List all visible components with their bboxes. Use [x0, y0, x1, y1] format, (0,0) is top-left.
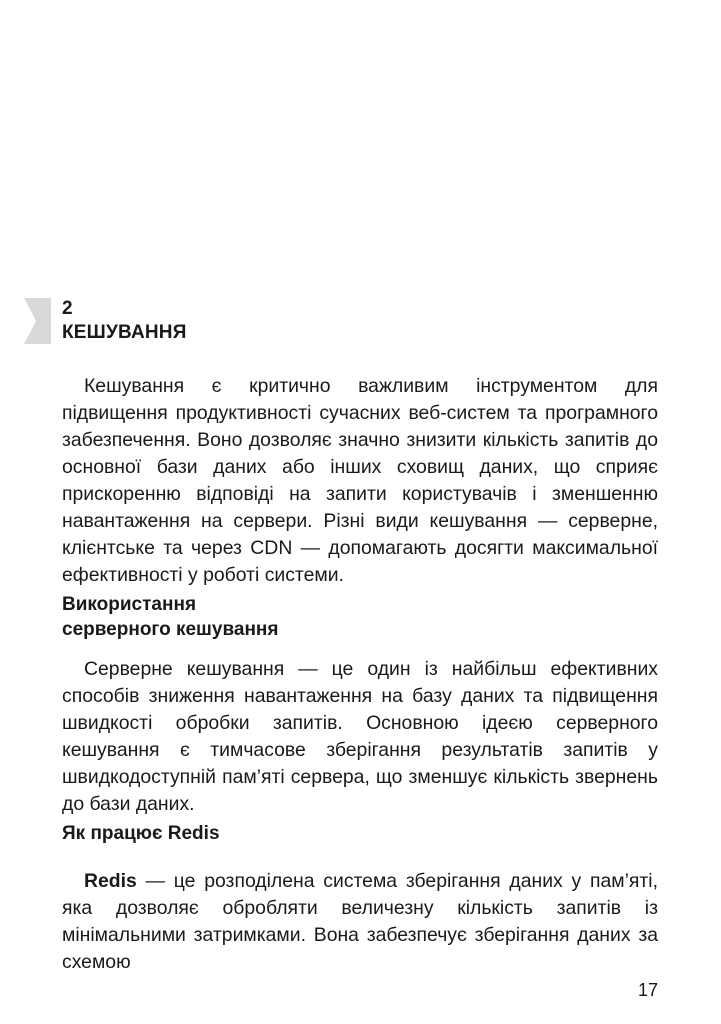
- redis-paragraph: [62, 868, 658, 976]
- redis-description: — це розподілена система зберігання даних у пам’яті, яка дозволяє обробляти величезну кількість запитів із мінімальними затримками. Вона забезпечує зберігання даних за схемою: [62, 870, 658, 973]
- server-caching-paragraph: Серверне кешування — це один із найбільш ефективних способів зниження навантаження на базу даних та підвищення швидкості обробки запитів. Основною ідеєю серверного кешування є тимчасове зберігання результатів запитів у швидкодоступній пам’яті сервера, що зменшує кількість звернень до бази даних.: [62, 658, 658, 815]
- chapter-number: 2: [62, 298, 73, 319]
- section-heading-line: Використання: [62, 594, 197, 615]
- chapter-title: КЕШУВАННЯ: [62, 322, 187, 343]
- page-number: 17: [637, 980, 658, 1000]
- section-heading-server-caching: [62, 592, 279, 642]
- section-heading-line: серверного кешування: [62, 619, 279, 640]
- section-heading-redis: Як працює Redis: [62, 823, 220, 844]
- chapter-marker-tab: [24, 298, 51, 344]
- intro-paragraph: Кешування є критично важливим інструментом для підвищення продуктивності сучасних веб-систем та програмного забезпечення. Воно дозволяє значно знизити кількість запитів до основної бази даних або інших сховищ даних, що сприяє прискоренню відповіді на запити користувачів і зменшенню навантаження на сервери. Різні види кешування — серверне, клієнтське та через CDN — допомагають досягти максимальної ефективності у роботі системи.: [62, 375, 658, 586]
- redis-term: Redis: [84, 870, 137, 892]
